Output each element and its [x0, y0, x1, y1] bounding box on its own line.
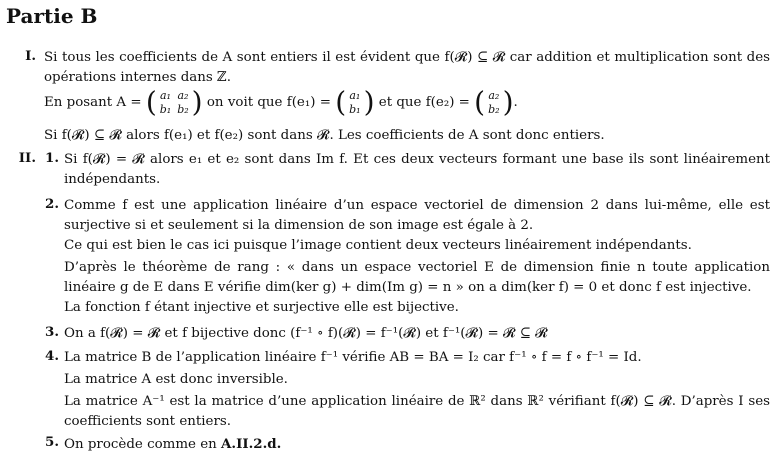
item-5-prefix: On procède comme en — [64, 437, 217, 452]
vector-1 — [346, 89, 363, 117]
matrix-a-cell: b₁ — [159, 102, 172, 116]
item-3-number: 3. — [45, 324, 59, 340]
vector-1-left-paren: ( — [335, 85, 347, 119]
vector-1-cell: b₁ — [349, 102, 361, 116]
matrix-a-cell: a₁ — [160, 88, 171, 102]
item-2-paragraph-3: D’après le théorème de rang : « dans un espace vectoriel E de dimension finie n toute application linéaire g de E dans E vérifie dim(ker g) + dim(Im g) = n » on a dim(ker f) = 0 et donc f est injective. — [64, 260, 770, 295]
item-5-number: 5. — [45, 434, 59, 450]
vector-2-cell: b₂ — [488, 102, 500, 116]
item-2-paragraph-1: Comme f est une application linéaire d’un espace vectoriel de dimension 2 dans lui-même, elle est surjective si et seulement si la dimension de son image est égale à 2. — [64, 198, 770, 233]
vector-2-right-paren: ) — [502, 85, 514, 119]
vector-1-cell: a₁ — [349, 88, 361, 102]
item-3-text: On a f(𝓡) = 𝓡 et f bijective donc (f⁻¹ ∘ f)(𝓡) = f⁻¹(𝓡) et f⁻¹(𝓡) = 𝓡 ⊆ 𝓡 — [64, 326, 548, 341]
item-4-paragraph-2: La matrice A est donc inversible. — [64, 372, 288, 387]
matrix-a-cell: a₂ — [177, 88, 189, 102]
matrix-a-left-paren: ( — [145, 85, 157, 119]
vector-1-right-paren: ) — [363, 85, 375, 119]
section-heading: Partie B — [6, 4, 98, 28]
part-i-paragraph-3: Si f(𝓡) ⊆ 𝓡 alors f(e₁) et f(e₂) sont dans 𝓡. Les coefficients de A sont donc entiers. — [44, 128, 605, 143]
item-4-paragraph-3: La matrice A⁻¹ est la matrice d’une application linéaire de ℝ² dans ℝ² vérifiant f(𝓡) ⊆ 𝓡. D’après I ses coefficients sont entiers. — [64, 394, 770, 429]
item-1-number: 1. — [45, 150, 59, 166]
item-4-paragraph-1: La matrice B de l’application linéaire f⁻¹ vérifie AB = BA = I₂ car f⁻¹ ∘ f = f ∘ f⁻¹ = Id. — [64, 350, 642, 365]
part-i-matrix-prefix: En posant A = — [44, 95, 142, 110]
item-5-text — [64, 434, 770, 455]
matrix-a-right-paren: ) — [191, 85, 203, 119]
item-2-paragraph-4: La fonction f étant injective et surjective elle est bijective. — [64, 300, 459, 315]
vector-2 — [485, 89, 502, 117]
part-ii-label: II. — [18, 150, 36, 166]
matrix-a-cell: b₂ — [177, 102, 189, 116]
vector-2-left-paren: ( — [474, 85, 486, 119]
item-4-number: 4. — [45, 348, 59, 364]
item-2-paragraph-2: Ce qui est bien le cas ici puisque l’image contient deux vecteurs linéairement indépendants. — [64, 238, 692, 253]
item-2-number: 2. — [45, 196, 59, 212]
part-i-paragraph-1: Si tous les coefficients de A sont entiers il est évident que f(𝓡) ⊆ 𝓡 car addition et multiplication sont des opérations internes dans ℤ. — [44, 50, 770, 85]
part-i-matrix-middle-2: et que f(e₂) = — [378, 95, 470, 110]
item-1-text: Si f(𝓡) = 𝓡 alors e₁ et e₂ sont dans Im f. Et ces deux vecteurs formant une base ils sont linéairement indépendants. — [64, 152, 770, 187]
part-i-matrix-line — [44, 86, 518, 120]
vector-2-cell: a₂ — [488, 88, 500, 102]
item-5-reference: A.II.2.d. — [221, 436, 282, 452]
part-i-matrix-end: . — [513, 95, 518, 110]
part-i-label: I. — [25, 48, 36, 64]
part-i-matrix-middle: on voit que f(e₁) = — [206, 95, 331, 110]
matrix-a — [157, 89, 192, 117]
